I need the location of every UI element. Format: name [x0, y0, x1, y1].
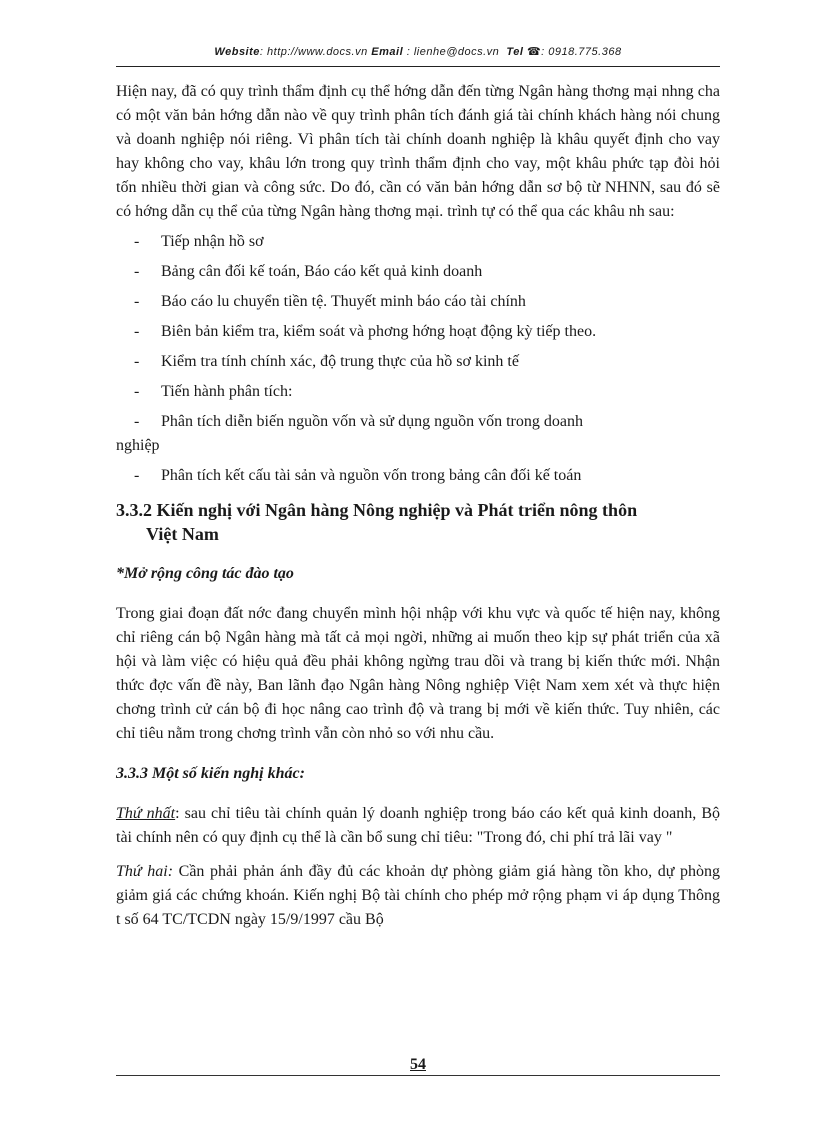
- first-recommendation: Thứ nhất: sau chỉ tiêu tài chính quản lý doanh nghiệp trong báo cáo kết quả kinh doanh, Bộ tài chính nên có quy định cụ thể là cần bổ sung chỉ tiêu: "Trong đó, chi phí trả lãi vay ": [116, 805, 720, 846]
- second-lead: Thứ hai:: [116, 863, 174, 880]
- phone-icon: ☎: [526, 46, 542, 58]
- first-lead: Thứ nhất: [116, 805, 176, 822]
- tel-label: Tel: [506, 46, 524, 58]
- list-item: - Kiểm tra tính chính xác, độ trung thực của hồ sơ kinh tế: [134, 353, 519, 370]
- list-item-continuation: nghiệp: [116, 437, 160, 454]
- email-value: : lienhe@docs.vn: [406, 46, 500, 58]
- intro-paragraph: Hiện nay, đã có quy trình thẩm định cụ thể hớng dẫn đến từng Ngân hàng thơng mại nhng cha có một văn bản hớng dẫn nào về quy trình phân tích đánh giá tài chính khách hàng nói chung và doanh nghiệp nói riêng. Vì phân tích tài chính doanh nghiệp là khâu quyết định cho vay hay không cho vay, khâu lớn trong quy trình thẩm định cho vay, một khâu phức tạp đòi hỏi tốn nhiều thời gian và công sức. Do đó, cần có văn bản hớng dẫn sơ bộ từ NHNN, sau đó sẽ có hớng dẫn cụ thể của từng Ngân hàng thơng mại. trình tự có thể qua các khâu nh sau:: [116, 83, 720, 220]
- list-item: - Tiến hành phân tích:: [134, 383, 293, 400]
- second-recommendation: Thứ hai: Cần phải phản ánh đầy đủ các khoản dự phòng giảm giá hàng tồn kho, dự phòng giảm giá các chứng khoán. Kiến nghị Bộ tài chính cho phép mở rộng phạm vi áp dụng Thông t số 64 TC/TCDN ngày 15/9/1997 cầu Bộ: [116, 863, 720, 928]
- training-paragraph: Trong giai đoạn đất nớc đang chuyển mình hội nhập với khu vực và quốc tế hiện nay, không chỉ riêng cán bộ Ngân hàng mà tất cả mọi ngời, những ai muốn theo kịp sự phát triển của xã hội và làm việc có hiệu quả đều phải không ngừng trau dồi và trang bị kiến thức mới. Nhận thức đợc vấn đề này, Ban lãnh đạo Ngân hàng Nông nghiệp Việt Nam xem xét và thực hiện chơng trình cử cán bộ đi học nâng cao trình độ và trang bị mới về kiến thức. Tuy nhiên, các chỉ tiêu nằm trong chơng trình vẫn còn nhỏ so với nhu cầu.: [116, 605, 720, 742]
- footer-divider: [116, 1075, 720, 1076]
- list-item: - Phân tích diễn biến nguồn vốn và sử dụng nguồn vốn trong doanh: [134, 413, 583, 430]
- page-header: [116, 42, 720, 67]
- list-item: - Biên bản kiểm tra, kiểm soát và phơng hớng hoạt động kỳ tiếp theo.: [134, 323, 597, 340]
- section-heading-333: 3.3.3 Một số kiến nghị khác:: [116, 765, 305, 782]
- list-item: - Tiếp nhận hồ sơ: [134, 233, 264, 250]
- page-number: 54: [410, 1056, 426, 1073]
- list-item: - Bảng cân đối kế toán, Báo cáo kết quả kinh doanh: [134, 263, 483, 280]
- section-heading-332: 3.3.2 Kiến nghị với Ngân hàng Nông nghiệp và Phát triển nông thôn Việt Nam: [116, 500, 638, 544]
- website-value: : http://www.docs.vn: [259, 46, 368, 58]
- list-item: - Phân tích kết cấu tài sản và nguồn vốn trong bảng cân đối kế toán: [134, 467, 582, 484]
- subheading-training: *Mở rộng công tác đào tạo: [116, 565, 294, 582]
- tel-value: : 0918.775.368: [541, 46, 622, 58]
- header-text: [214, 46, 621, 58]
- document-body: [116, 80, 720, 932]
- list-item: - Báo cáo lu chuyển tiền tệ. Thuyết minh báo cáo tài chính: [134, 293, 526, 310]
- email-label: Email: [371, 46, 404, 58]
- website-label: Website: [214, 46, 260, 58]
